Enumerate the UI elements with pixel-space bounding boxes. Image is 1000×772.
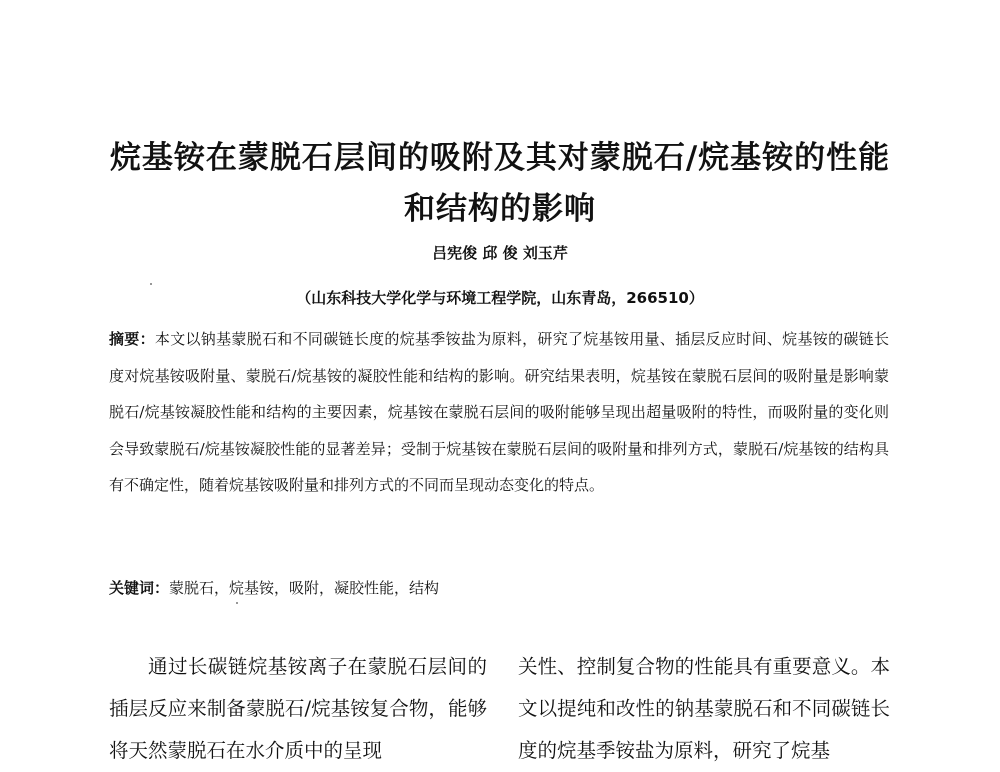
abstract-text: 本文以钠基蒙脱石和不同碳链长度的烷基季铵盐为原料，研究了烷基铵用量、插层反应时间、烷基铵的碳链长度对烷基铵吸附量、蒙脱石/烷基铵的凝胶性能和结构的影响。研究结果表明，烷基铵在蒙脱石层间的吸附量是影响蒙脱石/烷基铵凝胶性能和结构的主要因素，烷基铵在蒙脱石层间的吸附能够呈现出超量吸附的特性，而吸附量的变化则会导致蒙脱石/烷基铵凝胶性能的显著差异；受制于烷基铵在蒙脱石层间的吸附量和排列方式，蒙脱石/烷基铵的结构具有不确定性，随着烷基铵吸附量和排列方式的不同而呈现动态变化的特点。 (109, 330, 889, 494)
keywords (109, 570, 889, 606)
affiliation: （山东科技大学化学与环境工程学院，山东青岛，266510） (296, 289, 704, 307)
authors: 吕宪俊 邱 俊 刘玉芹 (432, 244, 568, 262)
scan-speck (150, 283, 152, 285)
body-column-left: 通过长碳链烷基铵离子在蒙脱石层间的插层反应来制备蒙脱石/烷基铵复合物，能够将天然蒙脱石在水介质中的呈现 (109, 655, 487, 762)
paper-title-line-1: 烷基铵在蒙脱石层间的吸附及其对蒙脱石/烷基铵的性能 (109, 140, 891, 176)
abstract-label: 摘要： (109, 330, 155, 348)
keywords-label: 关键词： (109, 579, 170, 597)
abstract (109, 321, 889, 504)
paper-title-line-2: 和结构的影响 (404, 191, 596, 227)
keywords-text: 蒙脱石，烷基铵，吸附，凝胶性能，结构 (169, 579, 440, 597)
scan-speck (236, 602, 238, 604)
body-column-right: 关性、控制复合物的性能具有重要意义。本文以提纯和改性的钠基蒙脱石和不同碳链长度的烷基季铵盐为原料，研究了烷基 (518, 655, 890, 762)
